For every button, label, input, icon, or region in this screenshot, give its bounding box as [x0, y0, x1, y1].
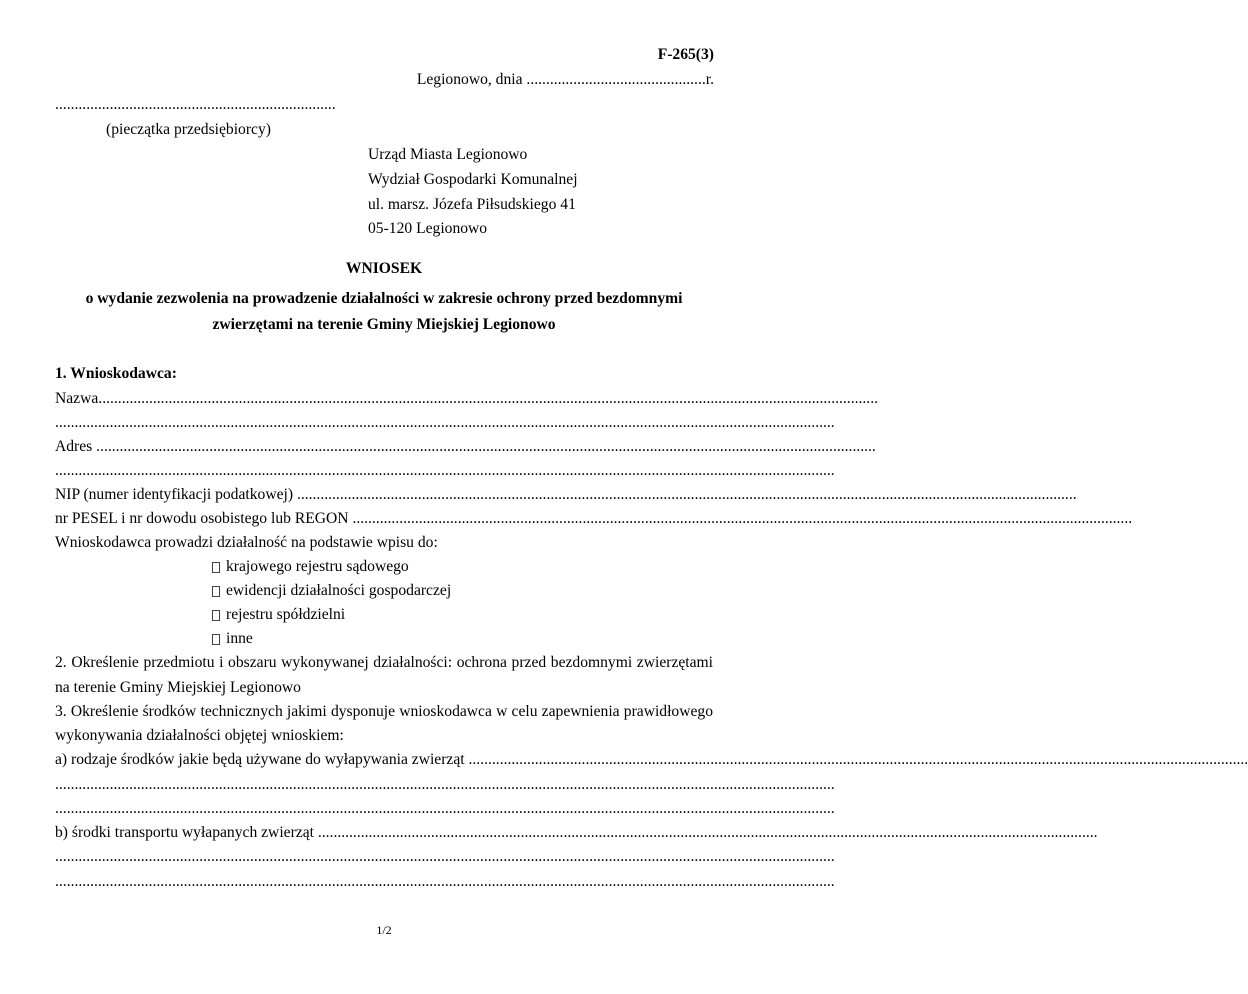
- section2-line2: na terenie Gminy Miejskiej Legionowo: [55, 679, 301, 696]
- capture-means-continuation-1: [55, 775, 835, 795]
- section2-text: 2. Określenie przedmiotu i obszaru wykonywanej działalności: ochrona przed bezdomnymi zwierzętami: [55, 654, 713, 671]
- address-continuation-field: [55, 461, 835, 481]
- section1-heading: 1. Wnioskodawca:: [55, 365, 177, 382]
- registry-option-label: krajowego rejestru sądowego: [226, 558, 409, 575]
- transport-means-continuation-1: [55, 847, 835, 867]
- registry-option-label: rejestru spółdzielni: [226, 606, 346, 623]
- name-continuation-dots: ........................................................................................................................................................................................................: [55, 414, 835, 431]
- address-continuation-dots: ........................................................................................................................................................................................................: [55, 462, 835, 479]
- capture-means-label: a) rodzaje środków jakie będą używane do wyłapywania zwierząt: [55, 751, 469, 768]
- page-number: 1/2: [376, 923, 392, 937]
- nip-label: NIP (numer identyfikacji podatkowej): [55, 486, 297, 503]
- address-dots: ........................................................................................................................................................................................................: [96, 438, 876, 455]
- checkbox-icon: [212, 634, 220, 645]
- registry-option-ceidg: [212, 581, 451, 601]
- recipient-department: Wydział Gospodarki Komunalnej: [368, 171, 578, 188]
- capture-means-continuation-2: [55, 799, 835, 819]
- registry-option-label: inne: [226, 630, 253, 647]
- registry-intro: Wnioskodawca prowadzi działalność na podstawie wpisu do:: [55, 534, 438, 551]
- checkbox-icon: [212, 586, 220, 597]
- section3-line1: [55, 702, 713, 722]
- form-code: F-265(3): [657, 46, 714, 63]
- recipient-postal-city: 05-120 Legionowo: [368, 220, 488, 237]
- capture-means-dots-2: ........................................................................................................................................................................................................: [55, 800, 835, 817]
- pesel-regon-dots: ........................................................................................................................................................................................................: [352, 510, 1133, 527]
- name-dots: ........................................................................................................................................................................................................: [98, 390, 878, 407]
- stamp-line: ........................................................................: [55, 96, 336, 113]
- nip-field: [55, 485, 1077, 505]
- capture-means-field: [55, 750, 1248, 770]
- checkbox-icon: [212, 562, 220, 573]
- registry-option-cooperatives: [212, 605, 345, 625]
- section2-line1: [55, 653, 713, 673]
- section3-line2: wykonywania działalności objętej wnioskiem:: [55, 727, 344, 744]
- nip-dots: ........................................................................................................................................................................................................: [296, 486, 1077, 503]
- pesel-regon-field: [55, 509, 1133, 529]
- document-title: WNIOSEK: [345, 260, 423, 277]
- place-date-line: Legionowo, dnia ..............................................r.: [416, 71, 714, 88]
- name-continuation-field: [55, 413, 835, 433]
- transport-means-dots-1: ........................................................................................................................................................................................................: [55, 848, 835, 865]
- pesel-regon-label: nr PESEL i nr dowodu osobistego lub REGON: [55, 510, 353, 527]
- name-label: Nazwa: [55, 390, 99, 407]
- registry-option-other: [212, 629, 253, 649]
- registry-option-krs: [212, 557, 409, 577]
- address-field: [55, 437, 876, 457]
- recipient-street: ul. marsz. Józefa Piłsudskiego 41: [368, 196, 576, 213]
- document-subtitle-line2: zwierzętami na terenie Gminy Miejskiej Legionowo: [212, 316, 556, 333]
- document-subtitle-line1: o wydanie zezwolenia na prowadzenie działalności w zakresie ochrony przed bezdomnymi: [85, 290, 683, 307]
- address-label: Adres: [55, 438, 97, 455]
- name-field: [55, 389, 878, 409]
- registry-option-label: ewidencji działalności gospodarczej: [226, 582, 452, 599]
- checkbox-icon: [212, 610, 220, 621]
- transport-means-field: [55, 823, 1098, 843]
- transport-means-dots-2: ........................................................................................................................................................................................................: [55, 873, 835, 890]
- capture-means-dots: ........................................................................................................................................................................................................: [468, 751, 1248, 768]
- section3-text: 3. Określenie środków technicznych jakimi dysponuje wnioskodawca w celu zapewnienia prawidłowego: [55, 703, 713, 720]
- stamp-caption: (pieczątka przedsiębiorcy): [106, 121, 271, 138]
- recipient-office: Urząd Miasta Legionowo: [368, 146, 528, 163]
- transport-means-continuation-2: [55, 872, 835, 892]
- capture-means-dots-1: ........................................................................................................................................................................................................: [55, 776, 835, 793]
- transport-means-dots: ........................................................................................................................................................................................................: [317, 824, 1098, 841]
- transport-means-label: b) środki transportu wyłapanych zwierząt: [55, 824, 318, 841]
